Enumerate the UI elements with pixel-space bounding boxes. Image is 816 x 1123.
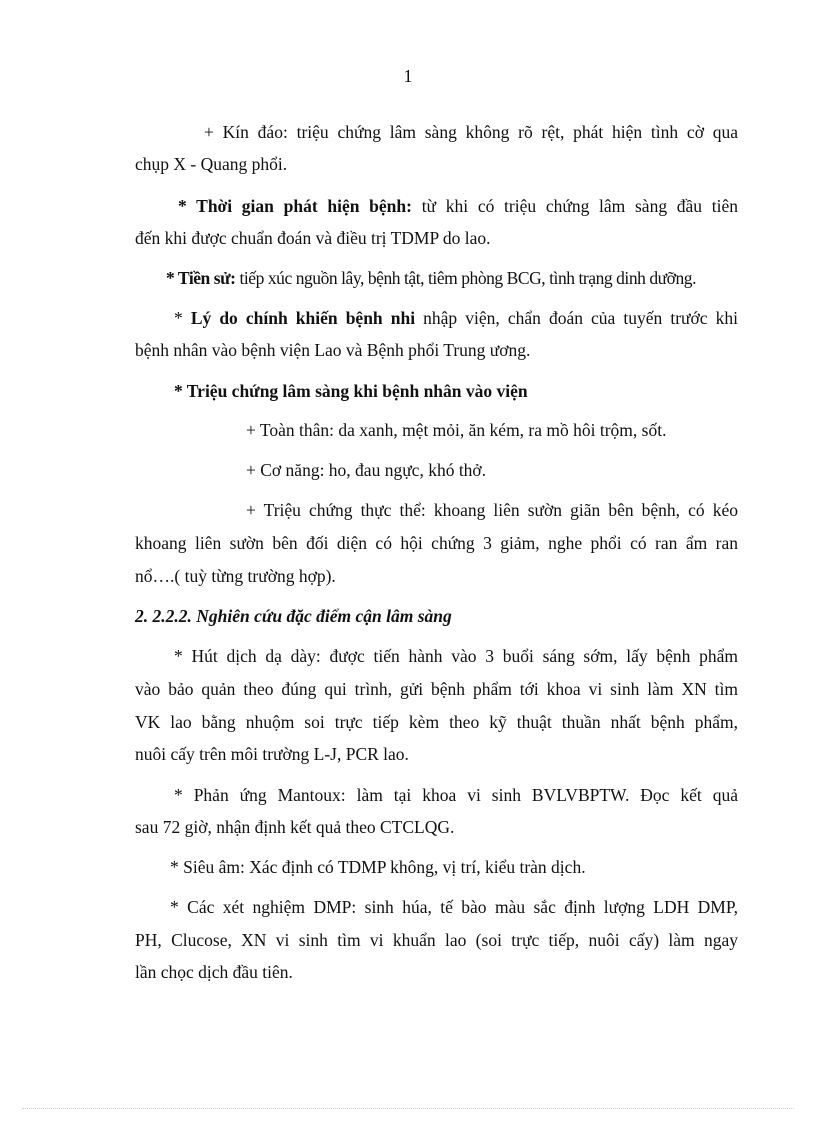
paragraph-line: khoang liên sườn bên đối diện có hội chứng 3 giảm, nghe phổi có ran ẩm ran	[135, 533, 738, 553]
paragraph-line: * Lý do chính khiến bệnh nhi nhập viện, chẩn đoán của tuyến trước khi	[174, 308, 738, 328]
paragraph-line: * Thời gian phát hiện bệnh: từ khi có triệu chứng lâm sàng đầu tiên	[178, 196, 738, 216]
paragraph-line: + Cơ năng: ho, đau ngực, khó thở.	[246, 460, 487, 480]
paragraph-line: + Toàn thân: da xanh, mệt mỏi, ăn kém, ra mồ hôi trộm, sốt.	[246, 420, 667, 440]
paragraph-line: bệnh nhân vào bệnh viện Lao và Bệnh phổi Trung ương.	[135, 340, 531, 360]
paragraph-line: * Hút dịch dạ dày: được tiến hành vào 3 buổi sáng sớm, lấy bệnh phẩm	[174, 646, 738, 666]
paragraph-line: nuôi cấy trên môi trường L-J, PCR lao.	[135, 744, 409, 764]
paragraph-line: sau 72 giờ, nhận định kết quả theo CTCLQG.	[135, 817, 455, 837]
paragraph-line: * Tiền sử: tiếp xúc nguồn lây, bệnh tật, tiêm phòng BCG, tình trạng dinh dưỡng.	[166, 268, 697, 288]
bold-label: * Tiền sử:	[166, 268, 236, 288]
bold-label: Lý do chính khiến bệnh nhi	[190, 308, 416, 328]
paragraph-line: * Các xét nghiệm DMP: sinh húa, tế bào màu sắc định lượng LDH DMP,	[170, 897, 738, 917]
section-subheading: * Triệu chứng lâm sàng khi bệnh nhân vào viện	[174, 381, 528, 401]
bold-label: * Thời gian phát hiện bệnh:	[178, 196, 412, 216]
paragraph-line: đến khi được chuẩn đoán và điều trị TDMP do lao.	[135, 228, 491, 248]
paragraph-line: lần chọc dịch đầu tiên.	[135, 962, 293, 982]
paragraph-line: VK lao bằng nhuộm soi trực tiếp kèm theo kỹ thuật thuần nhất bệnh phẩm,	[135, 712, 738, 732]
page-bottom-divider	[22, 1108, 794, 1109]
paragraph-line: vào bảo quản theo đúng qui trình, gửi bệnh phẩm tới khoa vi sinh làm XN tìm	[135, 679, 738, 699]
page-number: 1	[403, 66, 413, 86]
paragraph-line: + Kín đáo: triệu chứng lâm sàng không rõ rệt, phát hiện tình cờ qua	[204, 122, 738, 142]
paragraph-line: + Triệu chứng thực thể: khoang liên sườn giãn bên bệnh, có kéo	[246, 500, 738, 520]
paragraph-line: chụp X - Quang phổi.	[135, 154, 288, 174]
paragraph-line: * Phản ứng Mantoux: làm tại khoa vi sinh BVLVBPTW. Đọc kết quả	[174, 785, 738, 805]
paragraph-line: * Siêu âm: Xác định có TDMP không, vị trí, kiểu tràn dịch.	[170, 857, 586, 877]
paragraph-line: PH, Clucose, XN vi sinh tìm vi khuẩn lao (soi trực tiếp, nuôi cấy) làm ngay	[135, 930, 738, 950]
section-heading: 2. 2.2.2. Nghiên cứu đặc điểm cận lâm sàng	[135, 606, 452, 626]
paragraph-line: nổ….( tuỳ từng trường hợp).	[135, 566, 336, 586]
